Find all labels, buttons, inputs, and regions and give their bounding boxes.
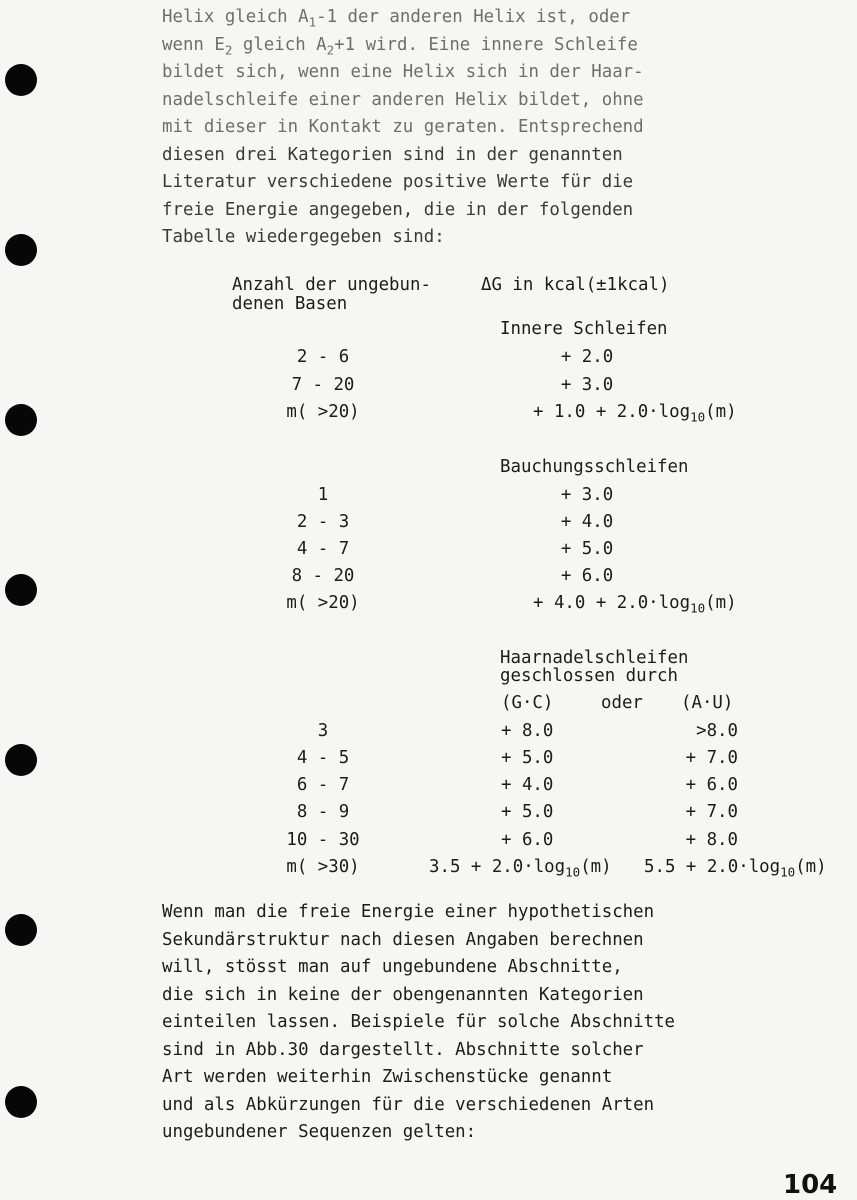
table-cell-count: 10 - 30 <box>286 830 360 850</box>
table-cell-energy: + 4.0 <box>560 512 614 532</box>
text-line: ungebundener Sequenzen gelten: <box>162 1122 477 1142</box>
table-cell-energy: + 3.0 <box>560 375 614 395</box>
text-line: die sich in keine der obengenannten Kategorien <box>162 984 644 1005</box>
punch-hole <box>5 404 37 436</box>
table-cell-energy: + 5.0 <box>560 539 614 559</box>
table-cell-energy-au: + 6.0 <box>685 775 738 795</box>
table-cell-energy-gc: + 6.0 <box>501 830 554 850</box>
text-line: und als Abkürzungen für die verschiedenen Arten <box>162 1094 655 1115</box>
punch-hole <box>5 574 37 606</box>
table-header-count-line1: Anzahl der ungebun- <box>232 275 431 295</box>
section-title-bulge-loops: Bauchungsschleifen <box>500 457 689 477</box>
table-cell-energy-au: + 7.0 <box>685 802 738 822</box>
table-cell-energy-gc: + 4.0 <box>501 775 554 795</box>
text-line: freie Energie angegeben, die in der folgenden <box>162 199 634 220</box>
table-cell-energy-gc: + 5.0 <box>501 748 554 768</box>
text-line: Literatur verschiedene positive Werte für die <box>162 172 634 192</box>
text-line: will, stösst man auf ungebundene Abschnitte, <box>162 957 623 977</box>
table-cell-count: 8 - 20 <box>291 566 355 586</box>
text-line: mit dieser in Kontakt zu geraten. Entsprechend <box>162 117 644 137</box>
punch-hole <box>5 744 37 776</box>
text-line: bildet sich, wenn eine Helix sich in der Haar- <box>162 62 644 82</box>
table-cell-count: 8 - 9 <box>296 802 350 822</box>
table-cell-count: 2 - 6 <box>296 347 350 367</box>
table-cell-count: 4 - 5 <box>296 748 350 768</box>
table-cell-energy-au-formula: $5.5 + 2.0\cdot\log_{10}(m)$ <box>644 857 827 880</box>
section-subtitle-hairpin-closed: geschlossen durch <box>500 666 678 686</box>
punch-hole <box>5 234 37 266</box>
bottom-paragraph <box>162 899 852 1147</box>
column-header-au: (A·U) <box>681 693 734 713</box>
text-line: diesen drei Kategorien sind in der genannten <box>162 144 623 165</box>
table-cell-energy: + 2.0 <box>560 347 614 367</box>
table-cell-count: m( >30) <box>286 857 360 877</box>
punch-hole <box>5 64 37 96</box>
table-cell-count: 1 <box>317 485 329 505</box>
text-line: Helix gleich $A_1-1$ der anderen Helix ist, oder <box>162 7 631 30</box>
text-line: Wenn man die freie Energie einer hypothetischen <box>162 902 655 922</box>
table-cell-count: 2 - 3 <box>296 512 350 532</box>
section-title-inner-loops: Innere Schleifen <box>500 319 668 339</box>
column-header-gc: (G·C) <box>501 693 554 713</box>
table-cell-count: 6 - 7 <box>296 775 350 795</box>
text-line: nadelschleife einer anderen Helix bildet, ohne <box>162 89 644 110</box>
table-cell-energy-au: >8.0 <box>696 721 738 741</box>
column-header-or: oder <box>601 693 643 713</box>
table-cell-energy-gc: + 8.0 <box>501 721 554 741</box>
top-paragraph <box>162 4 852 252</box>
table-cell-energy-formula: + $1.0 + 2.0\cdot\log_{10}(m)$ <box>533 402 737 425</box>
table-cell-count: m( >20) <box>286 593 360 613</box>
text-line: Tabelle wiedergegeben sind: <box>162 227 445 247</box>
table-cell-energy: + 6.0 <box>560 566 614 586</box>
table-cell-count: 4 - 7 <box>296 539 350 559</box>
text-line: wenn $E_2$ gleich $A_2+1$ wird. Eine innere Schleife <box>162 34 638 57</box>
table-cell-count: 7 - 20 <box>291 375 355 395</box>
table-cell-energy-au: + 8.0 <box>685 830 738 850</box>
table-header-delta-g: ΔG in kcal(±1kcal) <box>481 275 670 295</box>
text-line: Sekundärstruktur nach diesen Angaben berechnen <box>162 929 644 950</box>
table-cell-energy-au: + 7.0 <box>685 748 738 768</box>
text-line: sind in Abb.30 dargestellt. Abschnitte solcher <box>162 1039 644 1060</box>
page-number: 104 <box>783 1170 838 1200</box>
punch-hole <box>5 914 37 946</box>
table-header-count-line2: denen Basen <box>232 294 348 314</box>
text-line: Art werden weiterhin Zwischenstücke genannt <box>162 1067 613 1087</box>
text-line: einteilen lassen. Beispiele für solche Abschnitte <box>162 1012 676 1032</box>
section-title-hairpin-loops: Haarnadelschleifen <box>500 648 689 668</box>
table-cell-count: m( >20) <box>286 402 360 422</box>
table-cell-energy-gc-formula: $3.5 + 2.0\cdot\log_{10}(m)$ <box>429 857 612 880</box>
punch-hole <box>5 1086 37 1118</box>
table-cell-energy: + 3.0 <box>560 485 614 505</box>
table-cell-energy-gc: + 5.0 <box>501 802 554 822</box>
table-cell-energy-formula: + $4.0 + 2.0\cdot\log_{10}(m)$ <box>533 593 737 616</box>
table-cell-count: 3 <box>317 721 329 741</box>
